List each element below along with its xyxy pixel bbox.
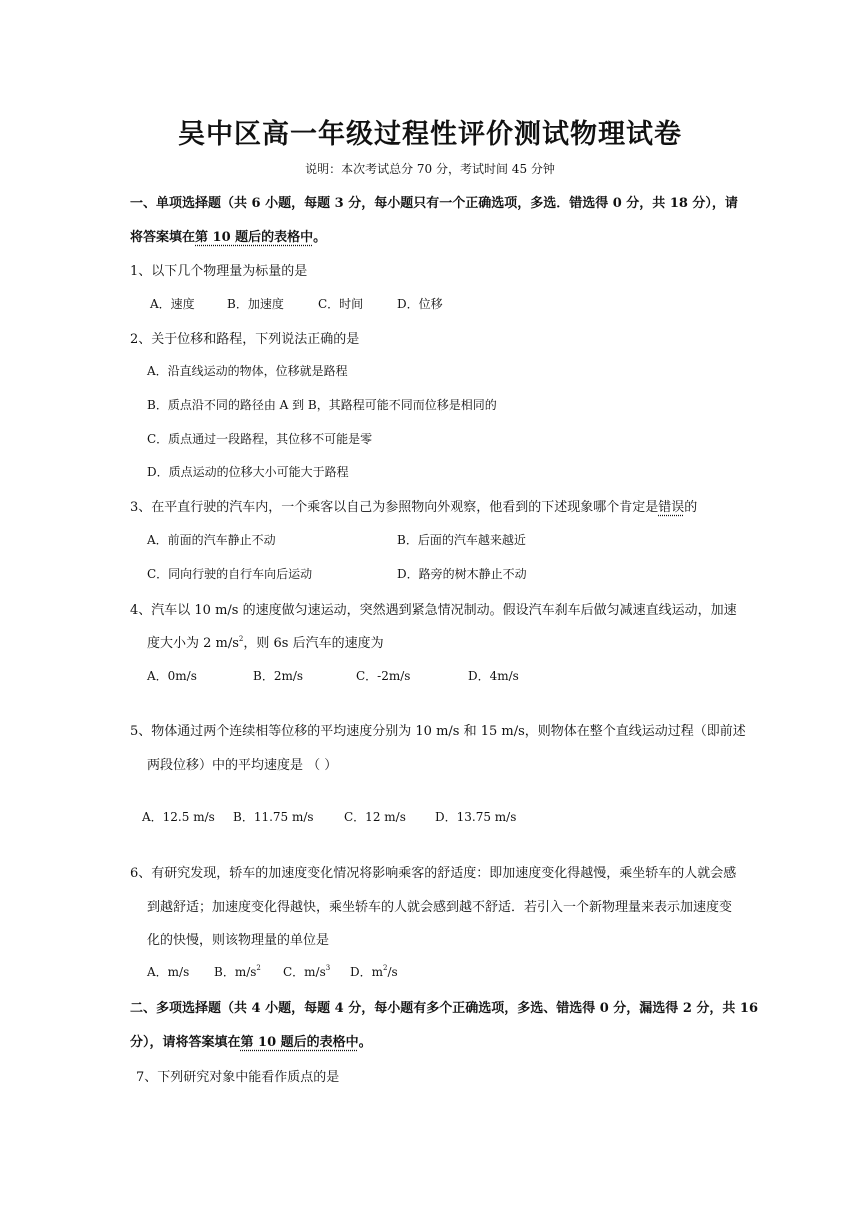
q4-option-d: D．4m/s bbox=[468, 669, 519, 683]
q2-option-b: B．质点沿不同的路径由 A 到 B，其路程可能不同而位移是相同的 bbox=[147, 398, 497, 412]
section1-heading-line1: 一、单项选择题（共 6 小题，每题 3 分，每小题只有一个正确选项，多选．错选得 0 分，共 18 分），请 bbox=[130, 196, 738, 211]
q2-stem: 2、关于位移和路程，下列说法正确的是 bbox=[130, 332, 360, 347]
page-title: 吴中区高一年级过程性评价测试物理试卷 bbox=[178, 119, 682, 150]
q1-option-a: A．速度 bbox=[150, 297, 195, 311]
q4-stem-line1: 4、汽车以 10 m/s 的速度做匀速运动，突然遇到紧急情况制动。假设汽车刹车后做匀减速直线运动，加速 bbox=[130, 603, 737, 618]
q6-stem-line3: 化的快慢，则该物理量的单位是 bbox=[147, 933, 330, 948]
q6-stem-line2: 到越舒适；加速度变化得越快，乘坐轿车的人就会感到越不舒适．若引入一个新物理量来表示加速度变 bbox=[147, 900, 733, 915]
q6-option-d-text: D．m bbox=[350, 965, 384, 979]
q4-option-c: C．-2m/s bbox=[356, 669, 411, 683]
q3-option-b: B．后面的汽车越来越近 bbox=[397, 533, 526, 547]
section2-text: 分），请将答案填在 bbox=[130, 1035, 241, 1050]
q4-stem-text: 度大小为 2 m/s bbox=[147, 636, 239, 651]
q5-option-c: C．12 m/s bbox=[344, 810, 406, 824]
q1-option-c: C．时间 bbox=[318, 297, 364, 311]
q6-option-a: A．m/s bbox=[147, 965, 190, 979]
q5-stem-line1: 5、物体通过两个连续相等位移的平均速度分别为 10 m/s 和 15 m/s，则物体在整个直线运动过程（即前述 bbox=[130, 724, 746, 739]
q6-option-c-text: C．m/s bbox=[283, 965, 326, 979]
q3-stem-text: 3、在平直行驶的汽车内，一个乘客以自己为参照物向外观察，他看到的下述现象哪个肯定是 bbox=[130, 500, 659, 515]
section2-heading-line2 bbox=[130, 1031, 372, 1050]
q5-stem-line2: 两段位移）中的平均速度是 （ ） bbox=[147, 758, 338, 773]
q3-option-c: C．同向行驶的自行车向后运动 bbox=[147, 567, 313, 581]
q4-option-a: A．0m/s bbox=[147, 669, 197, 683]
section1-punct: 。 bbox=[313, 230, 327, 245]
section1-text: 将答案填在 bbox=[130, 230, 196, 245]
q3-option-a: A．前面的汽车静止不动 bbox=[147, 533, 276, 547]
q2-option-a: A．沿直线运动的物体，位移就是路程 bbox=[147, 364, 348, 378]
q5-option-a: A．12.5 m/s bbox=[142, 810, 215, 824]
q6-option-d bbox=[350, 963, 398, 980]
q2-option-d: D．质点运动的位移大小可能大于路程 bbox=[147, 465, 349, 479]
q6-option-c-sup: 3 bbox=[325, 964, 331, 972]
q6-stem-line1: 6、有研究发现，轿车的加速度变化情况将影响乘客的舒适度：即加速度变化得越慢，乘坐轿车的人就会感 bbox=[130, 866, 737, 881]
q5-option-b: B．11.75 m/s bbox=[233, 810, 314, 824]
q1-option-d: D．位移 bbox=[397, 297, 443, 311]
q3-stem-dotted: 错误 bbox=[658, 500, 685, 515]
q4-stem-end: ，则 6s 后汽车的速度为 bbox=[243, 636, 384, 651]
q4-superscript: 2 bbox=[238, 635, 244, 643]
q4-stem-line2 bbox=[147, 632, 384, 651]
q1-stem: 1、以下几个物理量为标量的是 bbox=[130, 264, 308, 279]
section1-dotted-text: 第 10 题后的表格中 bbox=[195, 230, 314, 245]
q6-option-d-sup: 2 bbox=[383, 964, 388, 972]
q6-option-b bbox=[214, 963, 261, 980]
q7-stem: 7、下列研究对象中能看作质点的是 bbox=[136, 1070, 340, 1085]
section1-heading-line2 bbox=[130, 226, 326, 245]
section2-heading-line1: 二、多项选择题（共 4 小题，每题 4 分，每小题有多个正确选项，多选、错选得 0 分，漏选得 2 分，共 16 bbox=[130, 1001, 759, 1016]
q5-option-d: D．13.75 m/s bbox=[435, 810, 517, 824]
q1-option-b: B．加速度 bbox=[227, 297, 284, 311]
q6-option-c bbox=[283, 963, 330, 980]
q6-option-d-end: /s bbox=[387, 965, 398, 979]
q6-option-b-sup: 2 bbox=[256, 964, 261, 972]
q6-option-b-text: B．m/s bbox=[214, 965, 257, 979]
q2-option-c: C．质点通过一段路程，其位移不可能是零 bbox=[147, 432, 373, 446]
section2-punct: 。 bbox=[358, 1035, 372, 1050]
section2-dotted-text: 第 10 题后的表格中 bbox=[240, 1035, 359, 1050]
q3-option-d: D．路旁的树木静止不动 bbox=[397, 567, 527, 581]
q3-stem-end: 的 bbox=[684, 500, 698, 515]
q3-stem bbox=[130, 496, 697, 515]
q4-option-b: B．2m/s bbox=[253, 669, 304, 683]
exam-note: 说明：本次考试总分 70 分，考试时间 45 分钟 bbox=[305, 162, 555, 176]
